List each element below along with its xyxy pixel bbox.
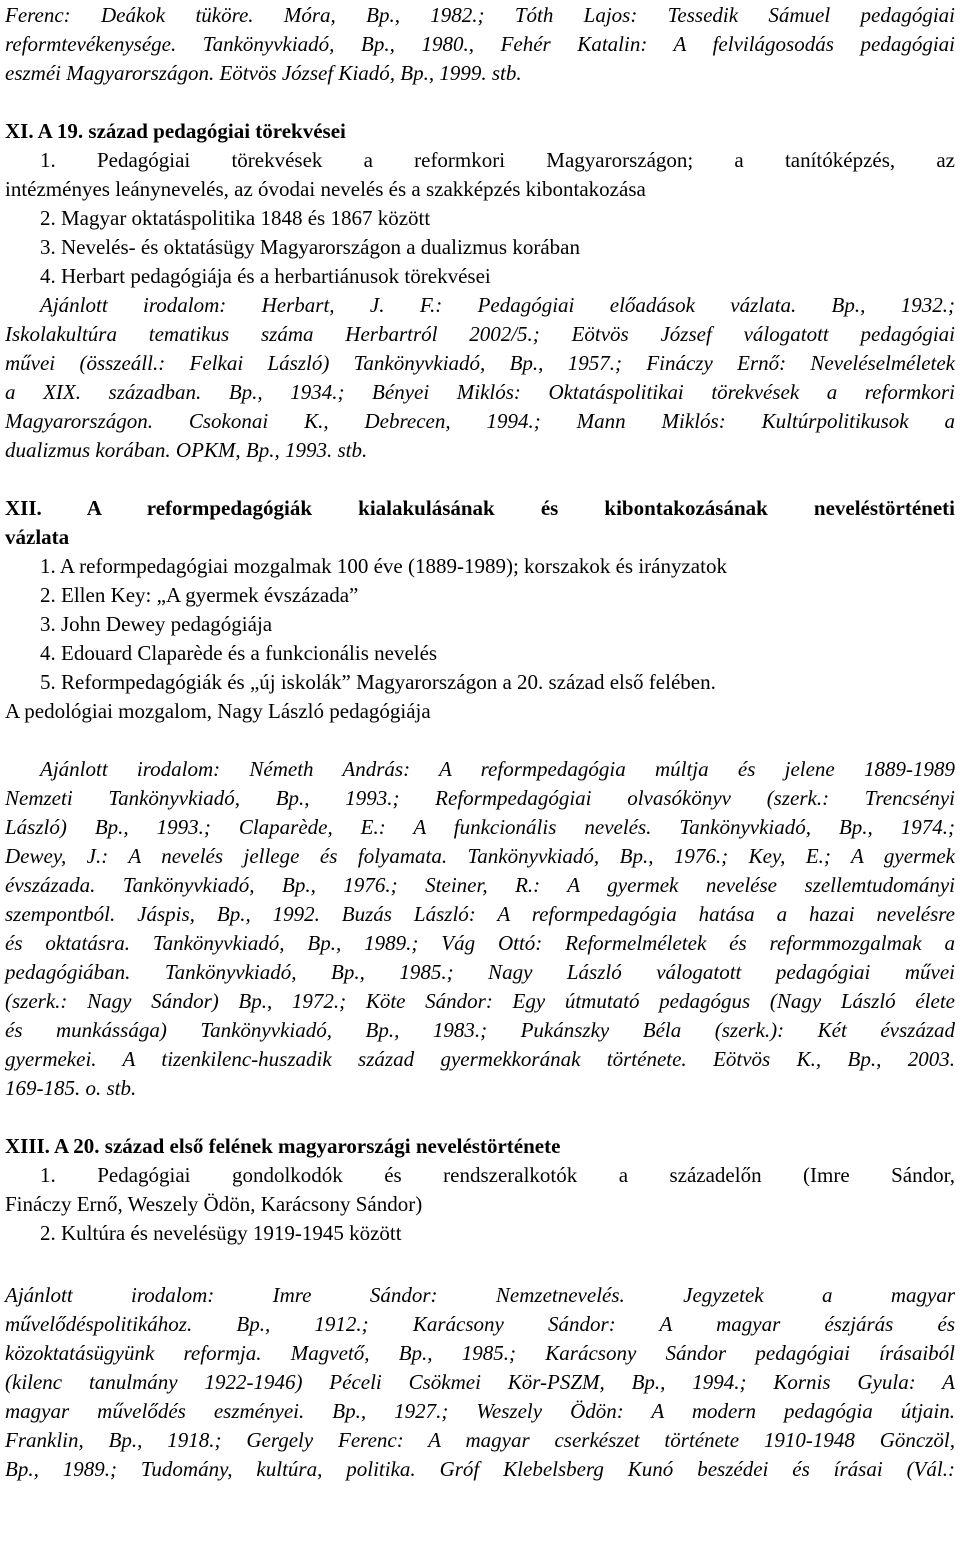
reference-line: eszméi Magyarországon. Eötvös József Kiadó, Bp., 1999. stb. (5, 61, 522, 85)
topic-item: 4. Herbart pedagógiája és a herbartiánusok törekvései (40, 264, 491, 288)
section-heading: XI. A 19. század pedagógiai törekvései (5, 119, 346, 143)
reference-line: Bp., 1989.; Tudomány, kultúra, politika. Gróf Klebelsberg Kunó beszédei és írásai (Vál.: (5, 1457, 955, 1481)
reference-line: Magyarországon. Csokonai K., Debrecen, 1994.; Mann Miklós: Kultúrpolitikusok a (5, 409, 955, 433)
section-heading: XII. A reformpedagógiák kialakulásának és kibontakozásának neveléstörténeti (5, 496, 955, 520)
reference-line: László) Bp., 1993.; Claparède, E.: A funkcionális nevelés. Tankönyvkiadó, Bp., 1974.; (5, 815, 955, 839)
reference-line: (kilenc tanulmány 1922-1946) Péceli Csökmei Kör-PSZM, Bp., 1994.; Kornis Gyula: A (5, 1370, 955, 1394)
topic-item: 3. Nevelés- és oktatásügy Magyarországon a dualizmus korában (40, 235, 580, 259)
topic-item: 3. John Dewey pedagógiája (40, 612, 273, 636)
section-heading: XIII. A 20. század első felének magyarországi neveléstörténete (5, 1134, 561, 1158)
topic-item: 5. Reformpedagógiák és „új iskolák” Magyarországon a 20. század első felében. (40, 670, 716, 694)
reference-line: (szerk.: Nagy Sándor) Bp., 1972.; Köte Sándor: Egy útmutató pedagógus (Nagy László élete (5, 989, 955, 1013)
reference-line: Ajánlott irodalom: Herbart, J. F.: Pedagógiai előadások vázlata. Bp., 1932.; (40, 293, 955, 317)
reference-line: 169-185. o. stb. (5, 1076, 137, 1100)
reference-line: Ajánlott irodalom: Imre Sándor: Nemzetnevelés. Jegyzetek a magyar (5, 1283, 955, 1307)
reference-line: művei (összeáll.: Felkai László) Tankönyvkiadó, Bp., 1957.; Fináczy Ernő: Neveléselméletek (5, 351, 955, 375)
section-heading-continued: vázlata (5, 525, 70, 549)
topic-item: 1. Pedagógiai gondolkodók és rendszeralkotók a századelőn (Imre Sándor, (40, 1163, 955, 1187)
topic-item: 2. Magyar oktatáspolitika 1848 és 1867 között (40, 206, 431, 230)
reference-line: reformtevékenysége. Tankönyvkiadó, Bp., 1980., Fehér Katalin: A felvilágosodás pedagógiai (5, 32, 955, 56)
reference-line: a XIX. században. Bp., 1934.; Bényei Miklós: Oktatáspolitikai törekvések a reformkori (5, 380, 955, 404)
reference-line: és munkássága) Tankönyvkiadó, Bp., 1983.; Pukánszky Béla (szerk.): Két évszázad (5, 1018, 955, 1042)
reference-line: dualizmus korában. OPKM, Bp., 1993. stb. (5, 438, 368, 462)
topic-item-continued: A pedológiai mozgalom, Nagy László pedagógiája (5, 699, 431, 723)
topic-item: 1. Pedagógiai törekvések a reformkori Magyarországon; a tanítóképzés, az (40, 148, 955, 172)
topic-item: 4. Edouard Claparède és a funkcionális nevelés (40, 641, 438, 665)
reference-line: művelődéspolitikához. Bp., 1912.; Karácsony Sándor: A magyar észjárás és (5, 1312, 955, 1336)
reference-line: és oktatásra. Tankönyvkiadó, Bp., 1989.; Vág Ottó: Reformelméletek és reformmozgalmak a (5, 931, 955, 955)
reference-line: Ajánlott irodalom: Németh András: A reformpedagógia múltja és jelene 1889-1989 (40, 757, 955, 781)
reference-line: Dewey, J.: A nevelés jellege és folyamata. Tankönyvkiadó, Bp., 1976.; Key, E.; A gyermek (5, 844, 955, 868)
topic-item: 2. Ellen Key: „A gyermek évszázada” (40, 583, 359, 607)
reference-line: évszázada. Tankönyvkiadó, Bp., 1976.; Steiner, R.: A gyermek nevelése szellemtudományi (5, 873, 955, 897)
reference-line: Iskolakultúra tematikus száma Herbartról 2002/5.; Eötvös József válogatott pedagógiai (5, 322, 955, 346)
reference-line: közoktatásügyünk reformja. Magvető, Bp., 1985.; Karácsony Sándor pedagógiai írásaiból (5, 1341, 955, 1365)
reference-line: Nemzeti Tankönyvkiadó, Bp., 1993.; Reformpedagógiai olvasókönyv (szerk.: Trencsényi (5, 786, 955, 810)
topic-item: 1. A reformpedagógiai mozgalmak 100 éve (1889-1989); korszakok és irányzatok (40, 554, 727, 578)
topic-item: 2. Kultúra és nevelésügy 1919-1945 között (40, 1221, 402, 1245)
reference-line: szempontból. Jáspis, Bp., 1992. Buzás László: A reformpedagógia hatása a hazai nevelésre (5, 902, 955, 926)
topic-item-continued: Fináczy Ernő, Weszely Ödön, Karácsony Sándor) (5, 1192, 423, 1216)
reference-line: Franklin, Bp., 1918.; Gergely Ferenc: A magyar cserkészet története 1910-1948 Gönczöl, (5, 1428, 955, 1452)
reference-line: gyermekei. A tizenkilenc-huszadik század gyermekkorának története. Eötvös K., Bp., 2003. (5, 1047, 955, 1071)
topic-item-continued: intézményes leánynevelés, az óvodai nevelés és a szakképzés kibontakozása (5, 177, 646, 201)
reference-line: Ferenc: Deákok tüköre. Móra, Bp., 1982.; Tóth Lajos: Tessedik Sámuel pedagógiai (5, 3, 955, 27)
reference-line: magyar művelődés eszményei. Bp., 1927.; Weszely Ödön: A modern pedagógia útjain. (5, 1399, 955, 1423)
reference-line: pedagógiában. Tankönyvkiadó, Bp., 1985.; Nagy László válogatott pedagógiai művei (5, 960, 955, 984)
